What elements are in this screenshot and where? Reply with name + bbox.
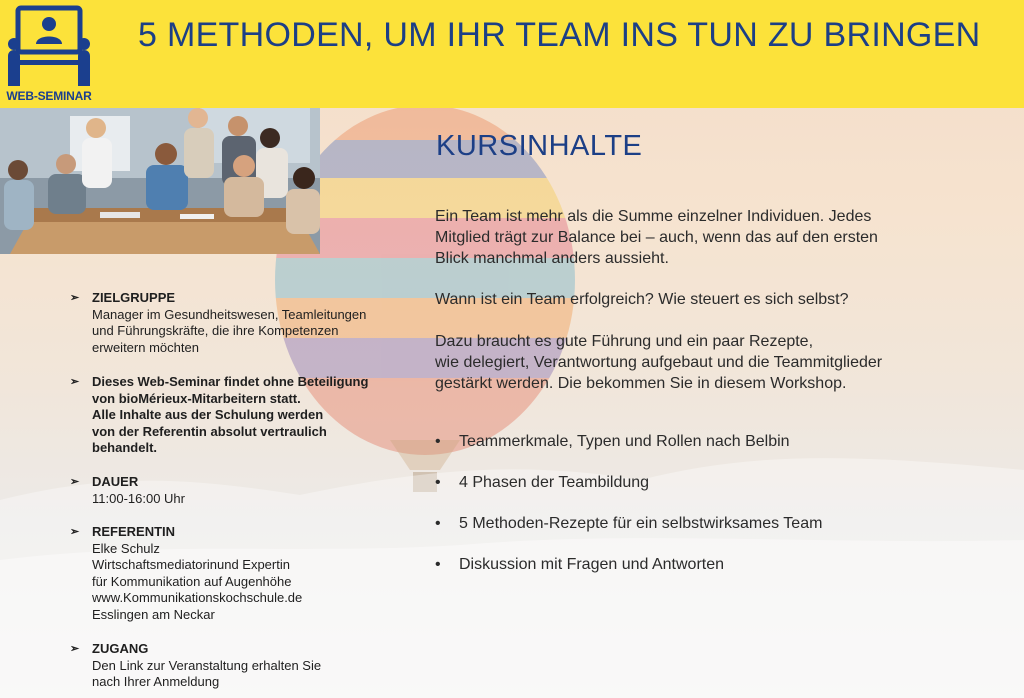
arrow-bullet-icon: ➢ (70, 643, 80, 655)
workshop-paragraph (435, 331, 975, 394)
list-item (435, 474, 822, 515)
intro-paragraph (435, 206, 975, 269)
arrow-bullet-icon: ➢ (70, 376, 80, 388)
bullet-dot-icon: • (435, 515, 441, 532)
hinweis-line: Alle Inhalte aus der Schulung werden (92, 407, 324, 422)
kursinhalte-heading: KURSINHALTE (436, 130, 643, 162)
referentin-line: www.Kommunikationskochschule.de (92, 590, 303, 605)
zugang-line: nach Ihrer Anmeldung (92, 674, 220, 689)
referentin-line: Esslingen am Neckar (92, 606, 215, 622)
hinweis-section (70, 374, 420, 457)
page-title: 5 METHODEN, UM IHR TEAM INS TUN ZU BRINGEN (138, 16, 981, 54)
paragraph-line: Ein Team ist mehr als die Summe einzelner Individuen. Jedes (435, 208, 872, 225)
zugang-section (70, 641, 420, 691)
list-item (435, 433, 822, 474)
zugang-line: Den Link zur Veranstaltung erhalten Sie (92, 657, 322, 673)
arrow-bullet-icon: ➢ (70, 526, 80, 538)
web-seminar-logo (0, 0, 98, 108)
presenter-screen-icon (6, 4, 92, 86)
paragraph-line: wie delegiert, Verantwortung aufgebaut und die Teammitglieder (435, 354, 883, 371)
bullet-dot-icon: • (435, 556, 441, 573)
bullet-dot-icon: • (435, 433, 441, 450)
dauer-heading: DAUER (92, 474, 139, 489)
referentin-heading: REFERENTIN (92, 524, 176, 539)
hinweis-line: Dieses Web-Seminar findet ohne Beteiligung (92, 374, 369, 389)
topics-list (435, 433, 822, 597)
paragraph-line: Dazu braucht es gute Führung und ein paar Rezepte, (435, 333, 814, 350)
zielgruppe-line: Manager im Gesundheitswesen, Teamleitungen (92, 306, 367, 322)
zielgruppe-heading: ZIELGRUPPE (92, 290, 176, 305)
zielgruppe-line: erweitern möchten (92, 339, 199, 355)
list-item (435, 556, 822, 597)
list-item-text: Teammerkmale, Typen und Rollen nach Belbin (459, 433, 790, 450)
hinweis-line: von der Referentin absolut vertraulich (92, 423, 327, 439)
list-item-text: Diskussion mit Fragen und Antworten (459, 556, 725, 573)
arrow-bullet-icon: ➢ (70, 292, 80, 304)
referentin-line: Wirtschaftsmediatorinund Expertin (92, 557, 290, 572)
referentin-line: für Kommunikation auf Augenhöhe (92, 573, 292, 589)
referentin-section (70, 524, 420, 623)
question-paragraph (435, 289, 975, 310)
zielgruppe-line: und Führungskräfte, die ihre Kompetenzen (92, 323, 339, 338)
logo-label: WEB-SEMINAR (6, 89, 92, 103)
zugang-heading: ZUGANG (92, 641, 149, 656)
list-item-text: 4 Phasen der Teambildung (459, 474, 650, 491)
list-item (435, 515, 822, 556)
paragraph-line: Mitglied trägt zur Balance bei – auch, wenn das auf den ersten (435, 229, 878, 246)
list-item-text: 5 Methoden-Rezepte für ein selbstwirksames Team (459, 515, 823, 532)
referentin-line: Elke Schulz (92, 540, 160, 556)
hinweis-line: behandelt. (92, 440, 158, 455)
team-meeting-photo (0, 108, 320, 254)
paragraph-line: Wann ist ein Team erfolgreich? Wie steuert es sich selbst? (435, 291, 849, 308)
dauer-section (70, 474, 420, 507)
paragraph-line: Blick manchmal anders aussieht. (435, 250, 669, 267)
hinweis-line: von bioMérieux-Mitarbeitern statt. (92, 390, 301, 406)
bullet-dot-icon: • (435, 474, 441, 491)
paragraph-line: gestärkt werden. Die bekommen Sie in diesem Workshop. (435, 375, 847, 392)
arrow-bullet-icon: ➢ (70, 476, 80, 488)
dauer-line: 11:00-16:00 Uhr (92, 490, 185, 506)
zielgruppe-section (70, 290, 420, 356)
